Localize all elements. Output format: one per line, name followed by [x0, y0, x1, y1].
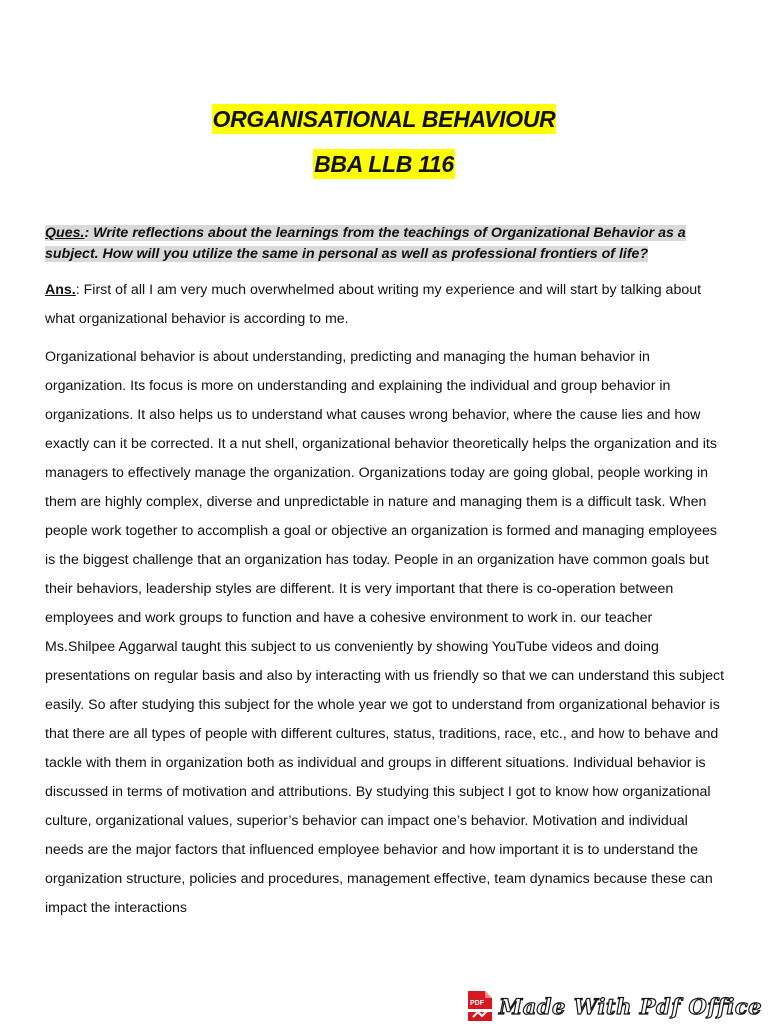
- answer-intro: [45, 276, 725, 334]
- answer-intro-text: : First of all I am very much overwhelmed about writing my experience and will start by talking about what organizational behavior is according to me.: [45, 282, 702, 327]
- answer-paragraph: Organizational behavior is about understanding, predicting and managing the human behavior in organization. Its focus is more on understanding and explaining the individual and group behavior in organizations. It also helps us to understand what causes wrong behavior, where the cause lies and how exactly can it be corrected. It a nut shell, organizational behavior theoretically helps the organization and its managers to effectively manage the organization. Organizations today are going global, people working in them are highly complex, diverse and unpredictable in nature and managing them is a difficult task. When people work together to accomplish a goal or objective an organization is formed and managing employees is the biggest challenge that an organization has today. People in an organization have common goals but their behaviors, leadership styles are different. It is very important that there is co-operation between employees and work groups to function and have a cohesive environment to work in. our teacher Ms.Shilpee Aggarwal taught this subject to us conveniently by showing YouTube videos and doing presentations on regular basis and also by interacting with us friendly so that we can understand this subject easily. So after studying this subject for the whole year we got to understand from organizational behavior is that there are all types of people with different cultures, status, traditions, race, etc., and how to behave and tackle with them in organization both as individual and groups in different situations. Individual behavior is discussed in terms of motivation and attributions. By studying this subject I got to know how organizational culture, organizational values, superior’s behavior can impact one’s behavior. Motivation and individual needs are the major factors that influenced employee behavior and how important it is to understand the organization structure, policies and procedures, management effective, team dynamics because these can impact the interactions: [45, 349, 725, 916]
- document-title: ORGANISATIONAL BEHAVIOUR: [212, 106, 556, 132]
- watermark-text: Made With Pdf Office: [499, 993, 762, 1019]
- question-label: Ques.: [45, 225, 85, 241]
- question-block: [45, 223, 725, 265]
- pdf-icon-label: PDF: [470, 1000, 485, 1007]
- question-text: : Write reflections about the learnings from the teachings of Organizational Behavior as a subject. How will you utilize the same in personal as well as professional frontiers of life?: [45, 225, 686, 262]
- title-block: [0, 104, 768, 194]
- answer-label: Ans.: [45, 282, 76, 298]
- pdf-office-watermark: [465, 990, 762, 1022]
- course-code: BBA LLB 116: [314, 151, 454, 177]
- pdf-icon: [465, 990, 495, 1022]
